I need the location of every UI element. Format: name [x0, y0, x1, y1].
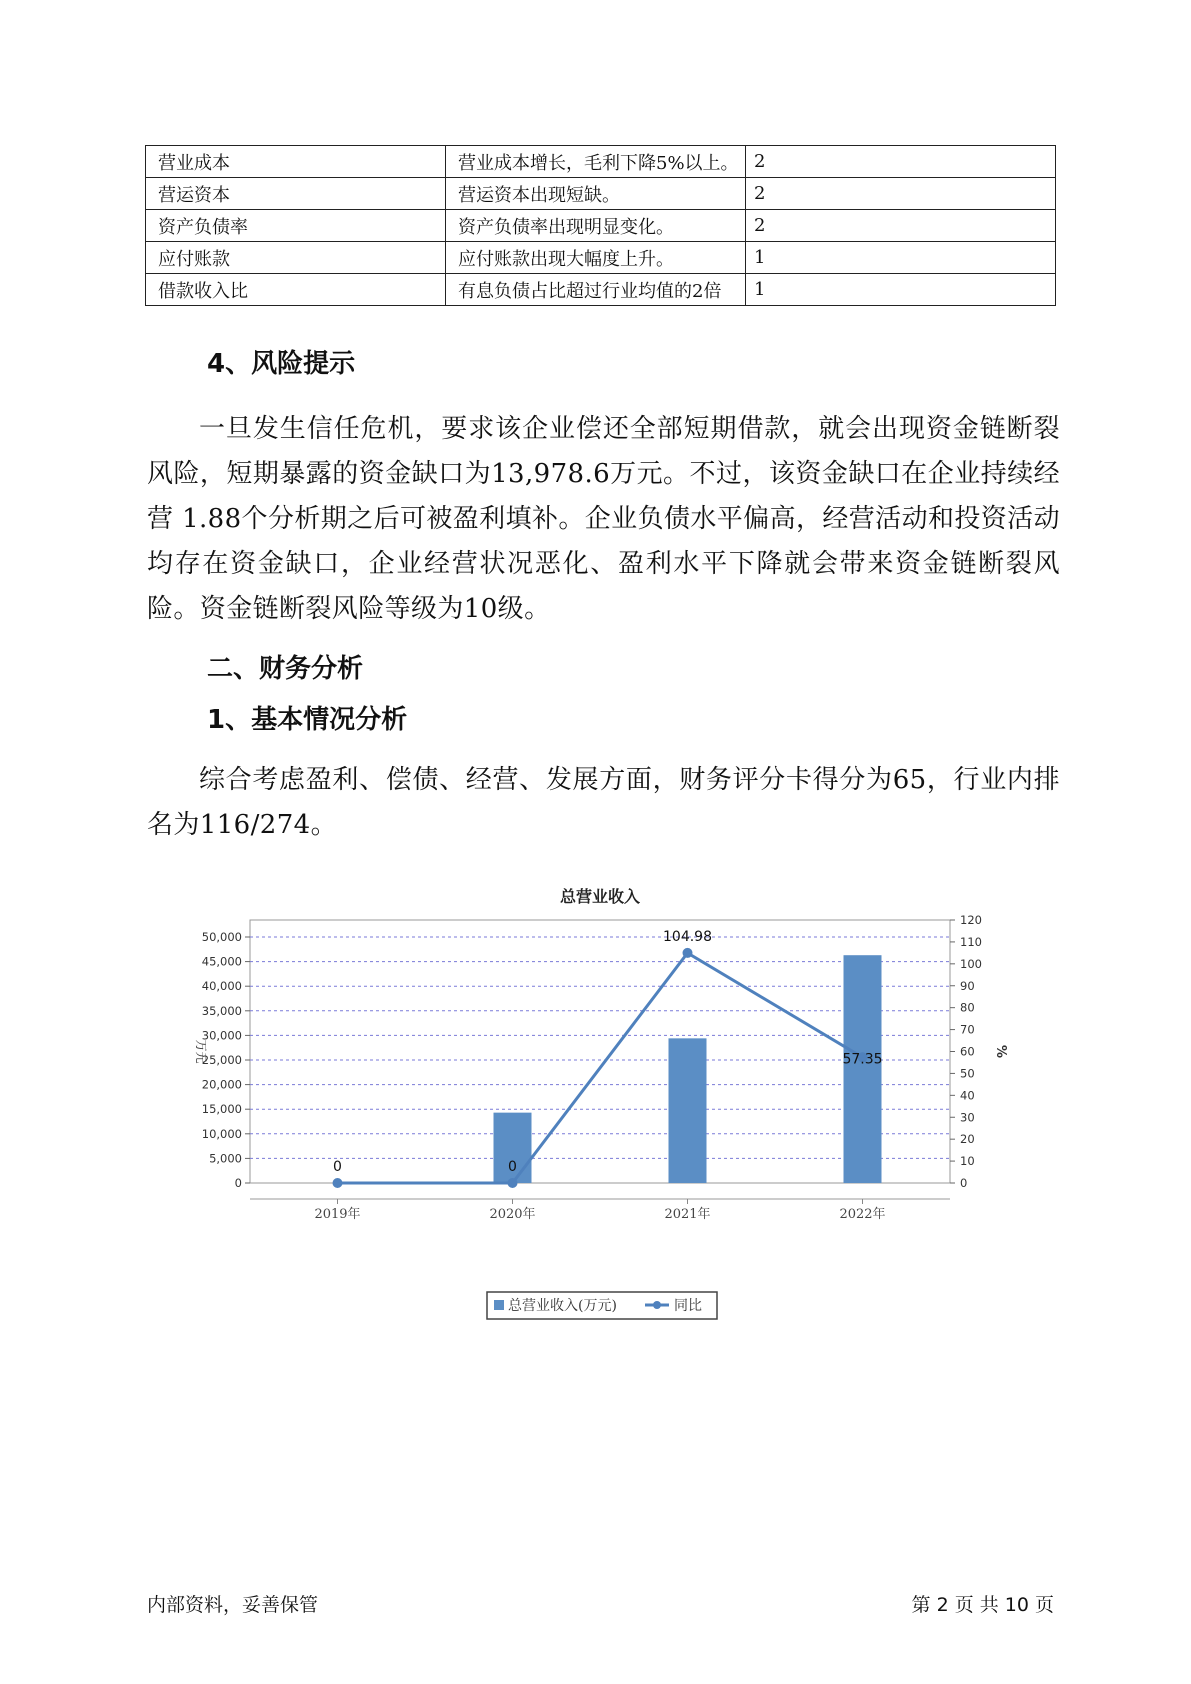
left-tick-label: 50,000 [201, 930, 242, 944]
yoy-data-label: 104.98 [663, 928, 712, 945]
yoy-data-label: 0 [333, 1159, 342, 1175]
left-tick-label: 20,000 [201, 1077, 242, 1092]
description-cell: 资产负债率出现明显变化。 [446, 210, 746, 242]
revenue-chart [185, 880, 1008, 1330]
finance-heading: 二、财务分析 [207, 654, 364, 684]
right-tick-label: 90 [960, 978, 975, 993]
left-tick-label: 45,000 [201, 954, 242, 969]
basic-paragraph: 综合考虑盈利、偿债、经营、发展方面，财务评分卡得分为65，行业内排名为116/274。 [147, 765, 1060, 840]
indicator-cell: 营运资本 [146, 178, 446, 210]
indicator-cell: 借款收入比 [146, 274, 446, 306]
right-tick-label: 110 [960, 934, 982, 949]
risk-heading: 4、风险提示 [207, 349, 356, 379]
risk-paragraph: 一旦发生信任危机，要求该企业偿还全部短期借款，就会出现资金链断裂风险，短期暴露的资金缺口为13,978.6万元。不过，该资金缺口在企业持续经营 1.88个分析期之后可被盈利填补。企业负债水平偏高，经营活动和投资活动均存在资金缺口，企业经营状况恶化、盈利水平下降就会带来资金链断裂风险。资金链断裂风险等级为10级。 [147, 414, 1060, 624]
score-cell: 2 [746, 146, 1056, 178]
table-row [146, 178, 1056, 210]
right-tick-label: 10 [960, 1154, 975, 1169]
legend-line-marker [653, 1301, 661, 1309]
score-cell: 1 [746, 274, 1056, 306]
chart-title: 总营业收入 [559, 887, 641, 906]
right-tick-label: 100 [960, 956, 982, 971]
yoy-point [508, 1178, 518, 1188]
yoy-data-label: 0 [508, 1159, 517, 1175]
right-tick-label: 40 [960, 1088, 975, 1103]
basic-heading: 1、基本情况分析 [207, 705, 408, 735]
legend-bar-label: 总营业收入(万元) [508, 1298, 617, 1314]
left-tick-label: 35,000 [201, 1003, 242, 1018]
footer-page-number: 第 2 页 共 10 页 [911, 1594, 1054, 1616]
right-tick-label: 70 [960, 1022, 975, 1037]
left-tick-label: 10,000 [201, 1126, 242, 1141]
x-tick-label: 2022年 [839, 1207, 886, 1222]
right-tick-label: 80 [960, 1000, 975, 1015]
yoy-point [683, 948, 693, 958]
score-cell: 2 [746, 210, 1056, 242]
legend-bar-swatch [494, 1300, 504, 1310]
indicator-cell: 营业成本 [146, 146, 446, 178]
x-tick-label: 2020年 [489, 1207, 536, 1222]
left-axis-label: 万元 [194, 1039, 208, 1064]
right-tick-label: 50 [960, 1066, 975, 1081]
x-tick-label: 2021年 [664, 1207, 711, 1222]
legend-line-label: 同比 [674, 1298, 702, 1314]
right-tick-label: 60 [960, 1044, 975, 1059]
indicator-cell: 应付账款 [146, 242, 446, 274]
table-row [146, 210, 1056, 242]
description-cell: 有息负债占比超过行业均值的2倍 [446, 274, 746, 306]
left-tick-label: 30,000 [201, 1028, 242, 1043]
risk-indicator-table [145, 145, 1056, 306]
right-tick-label: 20 [960, 1132, 975, 1147]
footer-confidential: 内部资料，妥善保管 [147, 1594, 319, 1616]
description-cell: 营运资本出现短缺。 [446, 178, 746, 210]
left-tick-label: 15,000 [201, 1102, 242, 1117]
left-tick-label: 25,000 [201, 1053, 242, 1067]
table-row [146, 242, 1056, 274]
yoy-point [333, 1178, 343, 1188]
x-tick-label: 2019年 [314, 1207, 361, 1222]
left-tick-label: 40,000 [201, 979, 242, 994]
right-tick-label: 30 [960, 1110, 975, 1125]
score-cell: 1 [746, 242, 1056, 274]
yoy-data-label: 57.35 [842, 1051, 883, 1068]
indicator-cell: 资产负债率 [146, 210, 446, 242]
score-cell: 2 [746, 178, 1056, 210]
right-axis-label: % [993, 1044, 1008, 1059]
right-tick-label: 120 [960, 913, 982, 927]
left-tick-label: 5,000 [209, 1151, 242, 1166]
left-tick-label: 0 [234, 1176, 242, 1190]
description-cell: 应付账款出现大幅度上升。 [446, 242, 746, 274]
revenue-bar [669, 1038, 707, 1183]
table-row [146, 146, 1056, 178]
description-cell: 营业成本增长，毛利下降5%以上。 [446, 146, 746, 178]
revenue-bar [844, 955, 882, 1183]
right-tick-label: 0 [960, 1176, 968, 1190]
table-row [146, 274, 1056, 306]
